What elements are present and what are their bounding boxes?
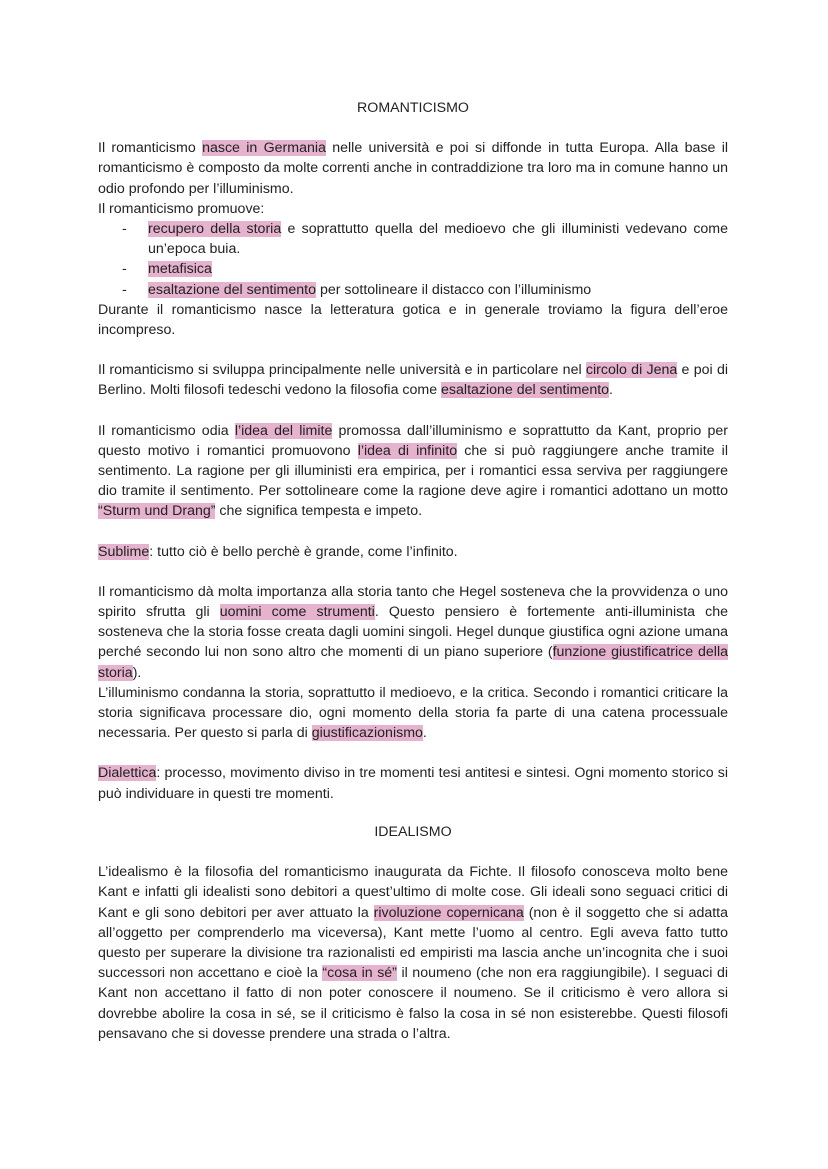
paragraph-giustificazionismo: L’illuminismo condanna la storia, soprattutto il medioevo, e la critica. Secondo i romantici criticare la storia significava processare dio, ogni momento della storia fa parte di una catena processuale necessaria. Per questo si parla di giustificazionismo.: [98, 684, 728, 742]
highlight: giustificazionismo: [311, 725, 423, 742]
section-title-romanticismo: ROMANTICISMO: [357, 100, 469, 116]
highlight: rivoluzione copernicana: [373, 904, 524, 921]
highlight: esaltazione del sentimento: [441, 382, 610, 399]
paragraph-hegel: Il romanticismo dà molta importanza alla storia tanto che Hegel sosteneva che la provvidenza o uno spirito sfrutta gli uomini come strumenti. Questo pensiero è fortemente anti-illuminista che sosteneva che la storia fosse creata dagli uomini singoli. Hegel dunque giustifica ogni azione umana perché secondo lui non sono altro che momenti di un piano superiore (funzione giustificatrice della storia).: [98, 583, 729, 681]
highlight: l’idea di infinito: [357, 442, 458, 459]
list-item: - esaltazione del sentimento per sottolineare il distacco con l’illuminismo: [122, 281, 592, 298]
promote-list: [98, 219, 728, 300]
highlight: esaltazione del sentimento: [148, 281, 316, 298]
document-page: [98, 98, 728, 1044]
paragraph-intro: Il romanticismo nasce in Germania nelle università e poi si diffonde in tutta Europa. Alla base il romanticismo è composto da molte correnti anche in contraddizione tra loro ma in comune hanno un odio profondo per l’illuminismo.: [98, 140, 728, 197]
highlight: “cosa in sé”: [322, 965, 397, 982]
paragraph-sublime: Sublime: tutto ciò è bello perchè è grande, come l’infinito.: [98, 543, 458, 560]
list-item: - metafisica: [122, 261, 212, 278]
highlight: uomini come strumenti: [219, 604, 375, 621]
paragraph-jena: Il romanticismo si sviluppa principalmente nelle università e in particolare nel circolo di Jena e poi di Berlino. Molti filosofi tedeschi vedono la filosofia come esaltazione del sentimento.: [98, 362, 728, 399]
paragraph-dialettica: Dialettica: processo, movimento diviso in tre momenti tesi antitesi e sintesi. Ogni momento storico si può individuare in questi tre momenti.: [98, 765, 728, 802]
highlight: l’idea del limite: [234, 422, 333, 439]
list-item: - recupero della storia e soprattutto quella del medioevo che gli illuministi vedevano come un’epoca buia.: [122, 221, 729, 258]
highlight: funzione giustificatrice della storia: [98, 644, 728, 681]
highlight: Sublime: [98, 543, 150, 560]
highlight: recupero della storia: [148, 221, 282, 238]
section-title-idealismo: IDEALISMO: [374, 823, 452, 840]
highlight: metafisica: [148, 261, 212, 278]
highlight: nasce in Germania: [202, 140, 326, 157]
highlight: “Sturm und Drang”: [98, 503, 216, 520]
highlight: Dialettica: [98, 765, 157, 782]
paragraph-promuove: Il romanticismo promuove:: [98, 200, 265, 217]
paragraph-gotica: Durante il romanticismo nasce la letteratura gotica e in generale troviamo la figura dell’eroe incompreso.: [98, 301, 728, 339]
highlight: circolo di Jena: [585, 362, 678, 379]
paragraph-idealismo: L’idealismo è la filosofia del romanticismo inaugurata da Fichte. Il filosofo conosceva molto bene Kant e infatti gli idealisti sono debitori a quest’ultimo di molte cose. Gli ideali sono seguaci critici di Kant e gli sono debitori per aver attuato la rivoluzione copernicana (non è il soggetto che si adatta all’oggetto per comprenderlo ma viceversa), Kant mette l’uomo al centro. Egli aveva fatto tutto questo per superare la divisione tra razionalisti ed empiristi ma lascia anche un’incognita che i suoi successori non accettano e cioè la “cosa in sé” il noumeno (che non era raggiungibile). I seguaci di Kant non accettano il fatto di non poter conoscere il noumeno. Se il criticismo è vero allora si dovrebbe abolire la cosa in sé, se il criticismo è falso la cosa in sé non esisterebbe. Questi filosofi pensavano che si dovesse prendere una strada o l’altra.: [98, 864, 728, 1042]
paragraph-limite: Il romanticismo odia l’idea del limite promossa dall’illuminismo e soprattutto da Kant, proprio per questo motivo i romantici promuovono l’idea di infinito che si può raggiungere anche tramite il sentimento. La ragione per gli illuministi era empirica, per i romantici essa serviva per raggiungere dio tramite il sentimento. Per sottolineare come la ragione deve agire i romantici adottano un motto “Sturm und Drang” che significa tempesta e impeto.: [98, 422, 728, 520]
